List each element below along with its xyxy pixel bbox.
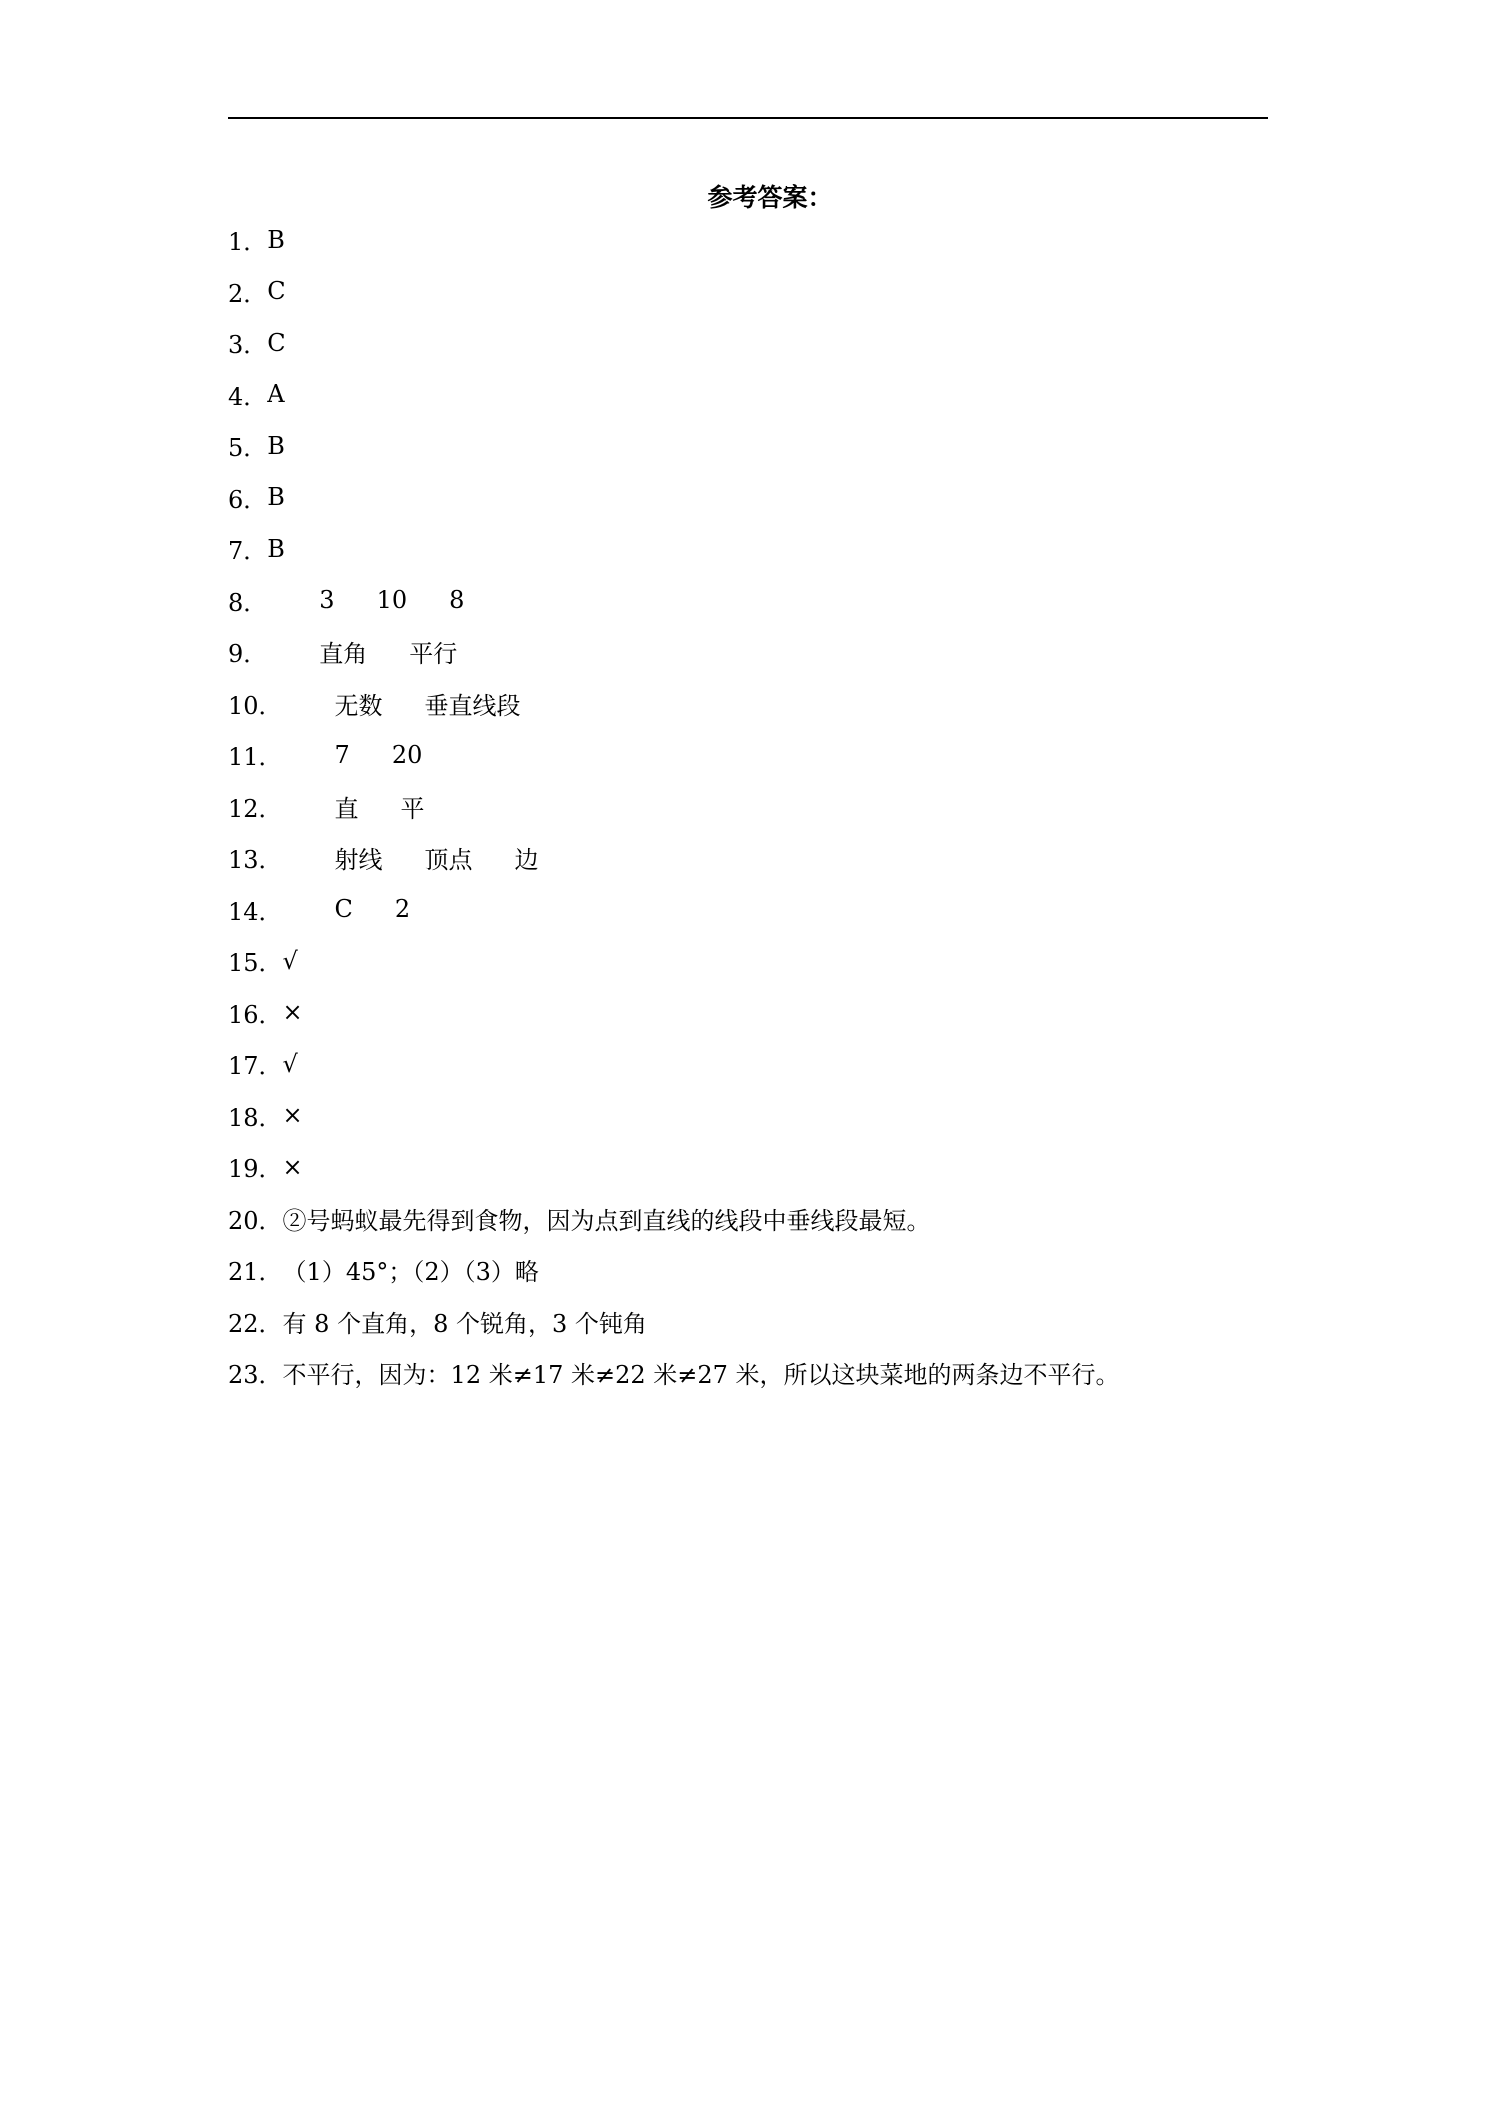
answer-blanks [319,586,506,614]
answer-number: 17． [228,1052,283,1081]
answer-text: 不平行，因为：12 米≠17 米≠22 米≠27 米，所以这块菜地的两条边不平行。 [282,1361,1120,1390]
answer-text: × [282,1152,303,1181]
answer-row [228,1193,1268,1245]
answer-blank: 平 [400,794,425,823]
answer-text: ②号蚂蚁最先得到食物，因为点到直线的线段中垂线段最短。 [282,1206,931,1235]
answer-number: 16． [228,1000,283,1029]
answer-blanks [335,686,563,721]
answer-number: 11． [228,743,283,772]
answer-list [228,214,1268,1399]
answer-row [228,317,1268,369]
answer-blank: 7 [334,740,350,769]
answer-row [228,523,1268,575]
answer-row [228,729,1268,781]
answer-blank: 直 [334,794,359,823]
answer-text: B [267,483,285,512]
answer-text: （1）45°；（2）（3）略 [282,1258,539,1287]
answer-number: 22． [228,1309,283,1338]
answer-blank: 边 [514,846,539,875]
answer-row [228,678,1268,730]
answer-number: 7． [228,537,268,566]
answer-blanks [335,789,467,824]
answer-blanks [335,840,581,875]
page-title: 参考答案： [707,183,833,212]
answer-number: 21． [228,1258,283,1287]
answer-blank: 射线 [334,846,383,875]
answer-text: B [267,431,285,460]
answer-text: × [282,1101,303,1130]
answer-number: 10． [228,691,283,720]
answer-blank: 3 [319,586,335,615]
answer-text: × [282,998,303,1027]
answer-text: B [267,225,285,254]
answer-number: 18． [228,1103,283,1132]
answer-blank: 无数 [334,691,383,720]
answer-row [228,1244,1268,1296]
answer-text: A [267,380,285,409]
answer-number: 23． [228,1361,283,1390]
answer-number: 9． [228,640,268,669]
answer-row [228,575,1268,627]
answer-number: 13． [228,846,283,875]
answer-row [228,472,1268,524]
answer-text: √ [282,1049,298,1078]
answer-row [228,369,1268,421]
answer-number: 19． [228,1155,283,1184]
answer-blank: 直角 [319,640,368,669]
answer-row [228,1296,1268,1348]
answer-blank: 20 [391,740,423,769]
header-rule [228,117,1268,119]
answer-row [228,781,1268,833]
answer-number: 15． [228,949,283,978]
answer-blanks [319,634,499,669]
answer-blank: C [334,895,353,924]
answer-row [228,987,1268,1039]
answer-text: √ [282,946,298,975]
answer-blank: 8 [449,586,465,615]
answer-row [228,1090,1268,1142]
answer-row [228,884,1268,936]
answer-row [228,420,1268,472]
answer-text: C [267,277,286,306]
answer-number: 5． [228,434,268,463]
answer-number: 3． [228,331,268,360]
answer-number: 20． [228,1206,283,1235]
answer-number: 12． [228,794,283,823]
answer-blank: 平行 [409,640,458,669]
answer-row [228,1038,1268,1090]
answer-blank: 垂直线段 [424,691,521,720]
answer-row [228,626,1268,678]
answer-row [228,266,1268,318]
answer-blanks [335,895,453,923]
answer-row [228,832,1268,884]
answer-text: B [267,534,285,563]
answer-text: 有 8 个直角，8 个锐角，3 个钝角 [282,1309,647,1338]
answer-number: 14． [228,897,283,926]
answer-row [228,935,1268,987]
answer-number: 8． [228,588,268,617]
answer-number: 4． [228,382,268,411]
answer-text: C [267,328,286,357]
answer-number: 6． [228,485,268,514]
answer-blank: 顶点 [424,846,473,875]
answer-row [228,214,1268,266]
answer-row [228,1141,1268,1193]
answer-row [228,1347,1268,1399]
answer-number: 2． [228,279,268,308]
answer-blank: 2 [394,895,411,924]
answer-blank: 10 [376,586,408,615]
answer-number: 1． [228,228,268,257]
answer-blanks [335,741,465,769]
